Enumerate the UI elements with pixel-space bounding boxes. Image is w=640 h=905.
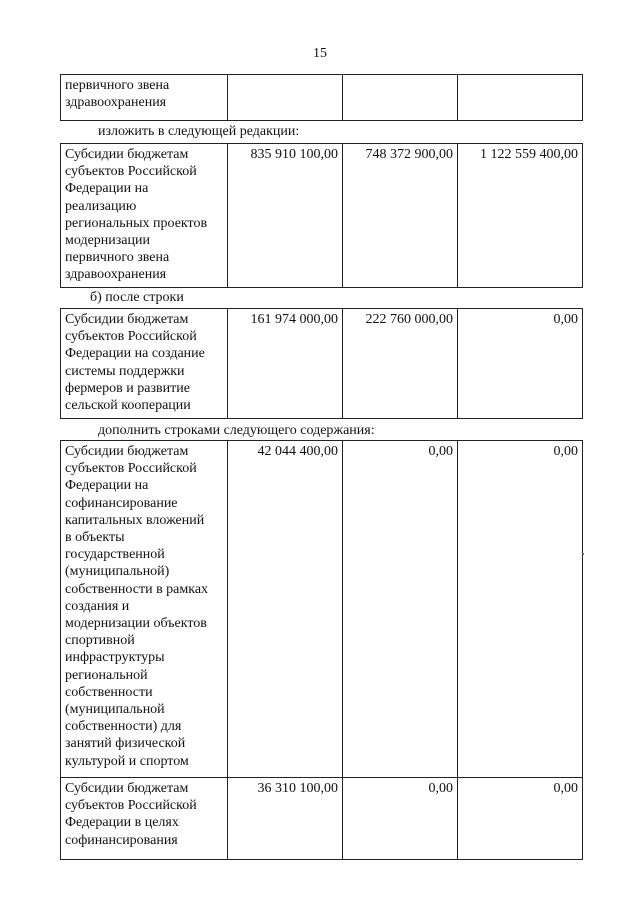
value-cell-3	[458, 75, 583, 121]
row-description	[61, 144, 228, 288]
table-row	[61, 778, 583, 860]
desc-line: государственной	[65, 547, 165, 563]
desc-line: первичного звена	[65, 250, 170, 266]
value-cell-1: 42 044 400,00	[228, 441, 343, 778]
amendment-instruction: дополнить строками следующего содержания:	[98, 423, 375, 438]
amendment-instruction: б) после строки	[90, 290, 184, 305]
value-cell-2: 222 760 000,00	[343, 309, 458, 419]
table-row	[61, 144, 583, 288]
table-row	[61, 309, 583, 419]
scan-speck	[582, 553, 584, 555]
desc-line: собственности в рамках	[65, 581, 209, 597]
value-cell-1: 835 910 100,00	[228, 144, 343, 288]
desc-line: Федерации на	[65, 181, 149, 197]
desc-line: модернизации	[65, 233, 150, 249]
desc-line: софинансирования	[65, 832, 178, 848]
desc-line: культурой и спортом	[65, 753, 189, 769]
desc-line: Субсидии бюджетам	[65, 444, 189, 459]
table-fragment-after-row	[60, 308, 583, 419]
table-fragment-new-rows	[60, 440, 583, 860]
desc-line: субъектов Российской	[65, 461, 197, 477]
desc-line: Субсидии бюджетам	[65, 147, 189, 162]
desc-line: создания и	[65, 598, 130, 614]
value-cell-3: 0,00	[458, 778, 583, 860]
desc-line: инфраструктуры	[65, 650, 165, 666]
table-fragment-replacement	[60, 143, 583, 288]
desc-line: Субсидии бюджетам	[65, 312, 189, 327]
row-description	[61, 441, 228, 778]
desc-line: собственности) для	[65, 719, 182, 735]
desc-line: спортивной	[65, 633, 135, 649]
desc-line: субъектов Российской	[65, 798, 197, 814]
desc-line: субъектов Российской	[65, 329, 197, 345]
desc-line: здравоохранения	[65, 267, 167, 283]
value-cell-3: 0,00	[458, 309, 583, 419]
value-cell-1: 36 310 100,00	[228, 778, 343, 860]
row-description	[61, 778, 228, 860]
desc-line: системы поддержки	[65, 363, 185, 379]
desc-line: первичного звена	[65, 78, 170, 93]
value-cell-2: 0,00	[343, 441, 458, 778]
value-cell-2: 748 372 900,00	[343, 144, 458, 288]
desc-line: занятий физической	[65, 736, 186, 752]
desc-line: региональных проектов	[65, 215, 208, 231]
page-number: 15	[313, 46, 327, 61]
table-row	[61, 441, 583, 778]
desc-line: субъектов Российской	[65, 164, 197, 180]
desc-line: софинансирование	[65, 495, 178, 511]
desc-line: в объекты	[65, 530, 125, 546]
value-cell-3: 0,00	[458, 441, 583, 778]
amendment-instruction: изложить в следующей редакции:	[98, 124, 300, 139]
value-cell-2	[343, 75, 458, 121]
desc-line: Федерации на создание	[65, 346, 205, 362]
value-cell-1	[228, 75, 343, 121]
desc-line: фермеров и развитие	[65, 380, 190, 396]
value-cell-3: 1 122 559 400,00	[458, 144, 583, 288]
value-cell-1: 161 974 000,00	[228, 309, 343, 419]
desc-line: (муниципальной)	[65, 564, 170, 580]
value-cell-2: 0,00	[343, 778, 458, 860]
desc-line: здравоохранения	[65, 95, 167, 111]
desc-line: (муниципальной	[65, 702, 165, 718]
row-description	[61, 75, 228, 121]
row-description	[61, 309, 228, 419]
desc-line: модернизации объектов	[65, 616, 207, 632]
desc-line: реализацию	[65, 198, 137, 214]
desc-line: капитальных вложений	[65, 512, 205, 528]
desc-line: Федерации на	[65, 478, 149, 494]
table-fragment-top	[60, 74, 583, 121]
desc-line: региональной	[65, 667, 148, 683]
desc-line: сельской кооперации	[65, 398, 191, 414]
table-row	[61, 75, 583, 121]
desc-line: Федерации в целях	[65, 815, 179, 831]
desc-line: собственности	[65, 684, 153, 700]
desc-line: Субсидии бюджетам	[65, 781, 189, 796]
